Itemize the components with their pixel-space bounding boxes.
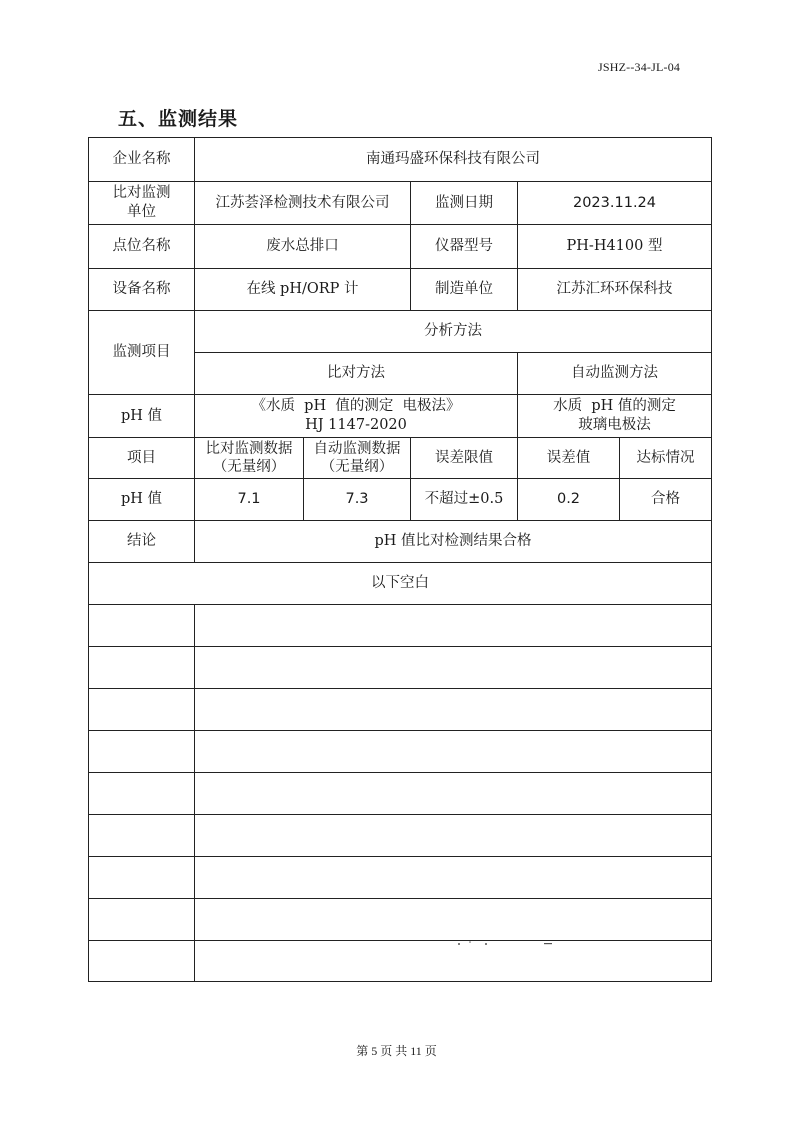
device-label: 设备名称 [89,269,195,311]
auto-method-type: 玻璃电极法 [578,417,651,433]
point-value: 废水总排口 [195,225,411,269]
model-label: 仪器型号 [411,225,518,269]
date-label: 监测日期 [411,182,518,225]
blank-row [89,647,712,689]
compare-method-value [195,395,518,438]
table-row [89,138,712,182]
auto-value: 7.3 [304,479,411,521]
table-row [89,521,712,563]
blank-row [89,773,712,815]
blank-row [89,941,712,982]
conclusion-value: pH 值比对检测结果合格 [195,521,712,563]
status-value: 合格 [620,479,712,521]
blank-row [89,815,712,857]
section-title: 五、监测结果 [118,108,239,130]
row-item: pH 值 [89,479,195,521]
device-value: 在线 pH/ORP 计 [195,269,411,311]
maker-label: 制造单位 [411,269,518,311]
item-label: 监测项目 [89,311,195,395]
maker-value: 江苏汇环环保科技 [518,269,712,311]
point-label: 点位名称 [89,225,195,269]
table-row [89,182,712,225]
error-limit: 不超过±0.5 [411,479,518,521]
blank-row [89,857,712,899]
col-item: 项目 [89,438,195,479]
conclusion-label: 结论 [89,521,195,563]
col-limit: 误差限值 [411,438,518,479]
auto-method-label: 自动监测方法 [518,353,712,395]
ph-label: pH 值 [89,395,195,438]
method-label: 分析方法 [195,311,712,353]
compare-method-name: 《水质 pH 值的测定 电极法》 [251,398,461,414]
enterprise-label: 企业名称 [89,138,195,182]
blank-row [89,731,712,773]
col-error: 误差值 [518,438,620,479]
model-value: PH-H4100 型 [518,225,712,269]
table-row [89,395,712,438]
auto-method-name: 水质 pH 值的测定 [553,398,676,414]
monitoring-results-table [88,137,712,982]
blank-row [89,689,712,731]
error-value: 0.2 [518,479,620,521]
col-compare-data: 比对监测数据（无量纲） [195,438,304,479]
compare-method-standard: HJ 1147-2020 [305,417,407,433]
compare-method-label: 比对方法 [195,353,518,395]
col-status: 达标情况 [620,438,712,479]
auto-method-value [518,395,712,438]
blank-note: 以下空白 [89,563,712,605]
table-row [89,563,712,605]
table-row [89,479,712,521]
table-row [89,269,712,311]
blank-row [89,899,712,941]
page-number: 第 5 页 共 11 页 [356,1044,437,1058]
scan-specks [456,938,566,950]
col-auto-data: 自动监测数据（无量纲） [304,438,411,479]
document-code: JSHZ--34-JL-04 [598,60,681,74]
table-row [89,225,712,269]
table-row [89,438,712,479]
compare-unit-value: 江苏荟泽检测技术有限公司 [195,182,411,225]
table-row [89,311,712,353]
enterprise-value: 南通玛盛环保科技有限公司 [195,138,712,182]
date-value: 2023.11.24 [518,182,712,225]
blank-row [89,605,712,647]
compare-unit-label: 比对监测单位 [89,182,195,225]
compare-value: 7.1 [195,479,304,521]
